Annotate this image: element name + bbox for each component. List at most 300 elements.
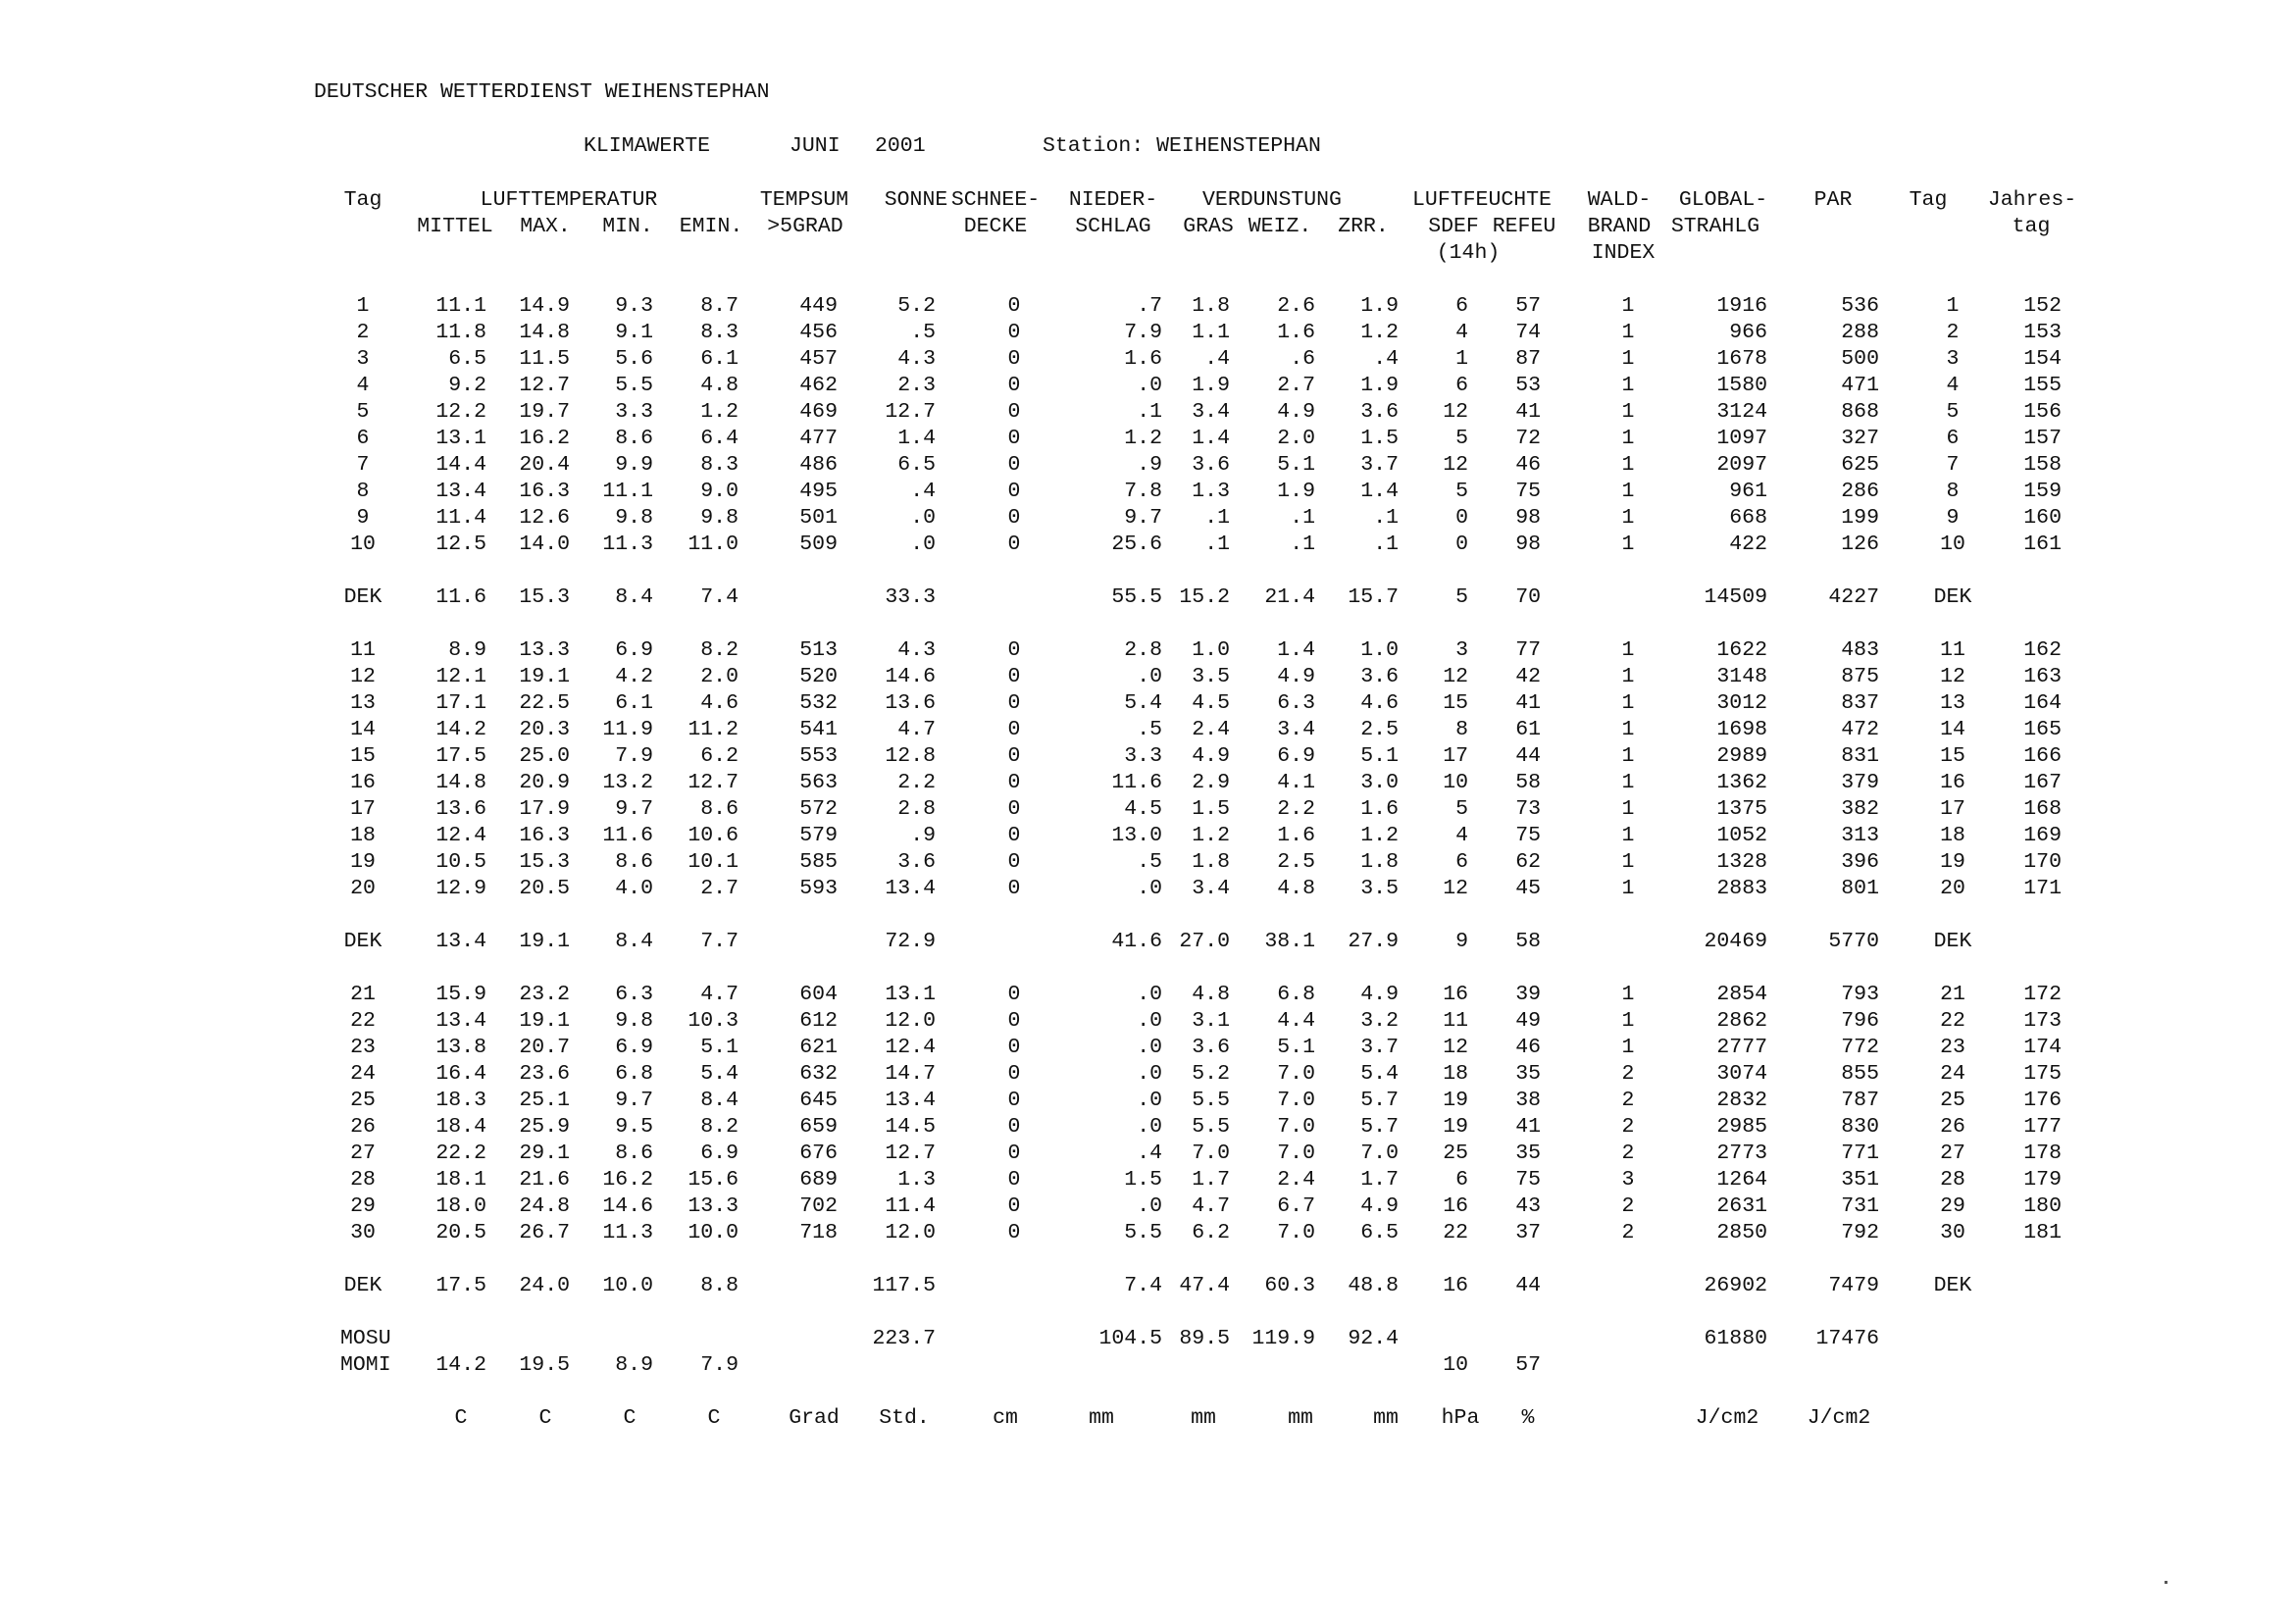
table-cell: 1.7 [1360, 1168, 1399, 1192]
table-cell: 2.4 [1277, 1168, 1315, 1192]
table-cell: 8.4 [615, 930, 653, 953]
table-cell: 119.9 [1251, 1327, 1315, 1350]
table-cell: 11.4 [885, 1194, 936, 1218]
table-cell: 15 [1940, 744, 1965, 768]
table-cell: 632 [799, 1062, 838, 1086]
table-cell: 2 [356, 321, 370, 344]
table-cell: MOMI [340, 1353, 391, 1377]
header-cell: Tag [1909, 188, 1948, 212]
table-cell: 19.1 [519, 930, 570, 953]
table-cell: 14.8 [435, 771, 486, 794]
table-cell: 7.8 [1124, 480, 1162, 503]
unit-label: C [623, 1406, 637, 1430]
table-cell: 14.7 [885, 1062, 936, 1086]
table-cell: 1.5 [1192, 797, 1230, 821]
table-cell: 176 [2023, 1089, 2062, 1112]
table-cell: 11.1 [435, 294, 486, 318]
table-cell: 20.5 [519, 877, 570, 900]
subheader-cell: INDEX [1591, 241, 1656, 265]
table-cell: 1 [1621, 824, 1635, 847]
table-cell: 5.1 [700, 1036, 739, 1059]
table-cell: 2.2 [897, 771, 936, 794]
table-cell: 793 [1841, 983, 1879, 1006]
table-cell: 159 [2023, 480, 2062, 503]
table-cell: 46 [1515, 453, 1541, 477]
table-cell: 12 [1940, 665, 1965, 688]
table-cell: 0 [1007, 1194, 1021, 1218]
table-cell: 718 [799, 1221, 838, 1244]
table-cell: 181 [2023, 1221, 2062, 1244]
table-cell: 12.1 [435, 665, 486, 688]
table-cell: .0 [1137, 665, 1162, 688]
table-cell: 9 [1455, 930, 1468, 953]
table-cell: 1.8 [1192, 850, 1230, 874]
table-cell: 17.1 [435, 691, 486, 715]
table-cell: 49 [1515, 1009, 1541, 1033]
table-cell: 3.5 [1360, 877, 1399, 900]
unit-label: hPa [1441, 1406, 1480, 1430]
table-cell: 11.3 [602, 1221, 653, 1244]
table-cell: 379 [1841, 771, 1879, 794]
table-cell: 223.7 [872, 1327, 936, 1350]
table-cell: 7.0 [1360, 1142, 1399, 1165]
table-cell: 25 [1443, 1142, 1468, 1165]
table-cell: .0 [910, 533, 936, 556]
table-cell: 58 [1515, 930, 1541, 953]
table-cell: 2 [1946, 321, 1960, 344]
table-cell: DEK [343, 930, 382, 953]
table-cell: 10.0 [688, 1221, 739, 1244]
table-cell: 6.1 [615, 691, 653, 715]
table-cell: 2883 [1716, 877, 1767, 900]
table-cell: 13 [350, 691, 376, 715]
table-cell: 6.9 [615, 1036, 653, 1059]
table-cell: .1 [1204, 533, 1230, 556]
table-cell: 5.5 [1124, 1221, 1162, 1244]
table-cell: 3.6 [1192, 453, 1230, 477]
table-cell: 172 [2023, 983, 2062, 1006]
table-cell: 25.6 [1111, 533, 1162, 556]
table-cell: 8.6 [615, 1142, 653, 1165]
unit-label: C [538, 1406, 552, 1430]
table-cell: 13.1 [885, 983, 936, 1006]
table-cell: 1 [1621, 691, 1635, 715]
table-cell: 0 [1007, 506, 1021, 530]
table-cell: 10.6 [688, 824, 739, 847]
table-cell: 1375 [1716, 797, 1767, 821]
table-cell: 1 [1621, 718, 1635, 741]
table-cell: 1 [1621, 453, 1635, 477]
table-cell: 18.1 [435, 1168, 486, 1192]
table-cell: 4.9 [1360, 983, 1399, 1006]
table-cell: 1 [1946, 294, 1960, 318]
table-cell: 177 [2023, 1115, 2062, 1139]
table-cell: 5.7 [1360, 1115, 1399, 1139]
table-cell: 288 [1841, 321, 1879, 344]
unit-label: mm [1191, 1406, 1216, 1430]
table-cell: 117.5 [872, 1274, 936, 1297]
report-year: 2001 [875, 134, 926, 158]
table-cell: 16.3 [519, 480, 570, 503]
table-cell: 13.6 [435, 797, 486, 821]
table-cell: 14 [350, 718, 376, 741]
unit-label: % [1521, 1406, 1535, 1430]
table-cell: 11.4 [435, 506, 486, 530]
table-cell: 12 [1443, 877, 1468, 900]
table-cell: .1 [1137, 400, 1162, 424]
table-cell: 11.0 [688, 533, 739, 556]
table-cell: 1 [1621, 506, 1635, 530]
table-cell: 3074 [1716, 1062, 1767, 1086]
table-cell: 6.4 [700, 427, 739, 450]
table-cell: 12 [1443, 453, 1468, 477]
table-cell: 3.7 [1360, 1036, 1399, 1059]
table-cell: 44 [1515, 1274, 1541, 1297]
table-cell: 1.2 [700, 400, 739, 424]
table-cell: 501 [799, 506, 838, 530]
unit-label: C [454, 1406, 468, 1430]
table-cell: 2631 [1716, 1194, 1767, 1218]
table-cell: 9.9 [615, 453, 653, 477]
table-cell: 23 [1940, 1036, 1965, 1059]
table-cell: 3 [1455, 638, 1468, 662]
table-cell: 4 [1455, 321, 1468, 344]
table-cell: 961 [1729, 480, 1767, 503]
table-cell: 13.4 [885, 1089, 936, 1112]
table-cell: 13.4 [435, 480, 486, 503]
table-cell: 313 [1841, 824, 1879, 847]
table-cell: 75 [1515, 480, 1541, 503]
table-cell: 7.9 [615, 744, 653, 768]
table-cell: 72 [1515, 427, 1541, 450]
table-cell: .9 [1137, 453, 1162, 477]
table-cell: 8.2 [700, 638, 739, 662]
table-cell: 165 [2023, 718, 2062, 741]
station-name: Station: WEIHENSTEPHAN [1043, 134, 1321, 158]
table-cell: 13.4 [435, 1009, 486, 1033]
table-cell: 8.6 [615, 427, 653, 450]
table-cell: 7.9 [700, 1353, 739, 1377]
table-cell: 161 [2023, 533, 2062, 556]
table-cell: .4 [1204, 347, 1230, 371]
table-cell: 509 [799, 533, 838, 556]
table-cell: 13.4 [435, 930, 486, 953]
table-cell: 17 [1443, 744, 1468, 768]
table-cell: 1.7 [1192, 1168, 1230, 1192]
table-cell: 456 [799, 321, 838, 344]
table-cell: 10 [1443, 771, 1468, 794]
table-cell: 536 [1841, 294, 1879, 318]
table-cell: 731 [1841, 1194, 1879, 1218]
table-cell: 0 [1007, 983, 1021, 1006]
unit-label: cm [993, 1406, 1018, 1430]
table-cell: 3148 [1716, 665, 1767, 688]
table-cell: 9.2 [448, 374, 486, 397]
table-cell: 422 [1729, 533, 1767, 556]
table-cell: 0 [1007, 1221, 1021, 1244]
table-cell: 5.1 [1360, 744, 1399, 768]
table-cell: 15 [1443, 691, 1468, 715]
table-cell: 16 [1443, 1194, 1468, 1218]
table-cell: 16.3 [519, 824, 570, 847]
table-cell: 16 [1443, 1274, 1468, 1297]
table-cell: 787 [1841, 1089, 1879, 1112]
table-cell: 7479 [1828, 1274, 1879, 1297]
table-cell: 6.1 [700, 347, 739, 371]
table-cell: 676 [799, 1142, 838, 1165]
table-cell: 462 [799, 374, 838, 397]
table-cell: 21 [350, 983, 376, 1006]
table-cell: 23.2 [519, 983, 570, 1006]
table-cell: 3012 [1716, 691, 1767, 715]
table-cell: 4.8 [700, 374, 739, 397]
header-cell: SONNE [884, 188, 948, 212]
table-cell: 12.7 [885, 1142, 936, 1165]
table-cell: 1.9 [1192, 374, 1230, 397]
subheader-cell: >5GRAD [767, 215, 843, 238]
table-cell: 25.1 [519, 1089, 570, 1112]
unit-label: J/cm2 [1695, 1406, 1759, 1430]
table-cell: 12.0 [885, 1221, 936, 1244]
subheader-cell: tag [2012, 215, 2051, 238]
table-cell: 57 [1515, 294, 1541, 318]
table-cell: 2.4 [1192, 718, 1230, 741]
table-cell: .1 [1373, 506, 1399, 530]
subheader-cell: ZRR. [1338, 215, 1389, 238]
table-cell: 4.5 [1192, 691, 1230, 715]
table-cell: 16 [350, 771, 376, 794]
table-cell: 13.8 [435, 1036, 486, 1059]
table-cell: 520 [799, 665, 838, 688]
table-cell: .0 [1137, 374, 1162, 397]
org-name: DEUTSCHER WETTERDIENST WEIHENSTEPHAN [314, 80, 770, 104]
table-cell: 8 [1946, 480, 1960, 503]
table-cell: 513 [799, 638, 838, 662]
table-cell: 8.4 [700, 1089, 739, 1112]
table-cell: 155 [2023, 374, 2062, 397]
table-cell: 20.7 [519, 1036, 570, 1059]
table-cell: 2 [1621, 1194, 1635, 1218]
table-cell: 621 [799, 1036, 838, 1059]
table-cell: 42 [1515, 665, 1541, 688]
table-cell: 16.2 [519, 427, 570, 450]
table-cell: 6 [356, 427, 370, 450]
table-cell: 2.0 [1277, 427, 1315, 450]
table-cell: 5 [1455, 797, 1468, 821]
table-cell: 668 [1729, 506, 1767, 530]
table-cell: 1580 [1716, 374, 1767, 397]
table-cell: 1.6 [1277, 321, 1315, 344]
table-cell: 1916 [1716, 294, 1767, 318]
table-cell: 3 [1621, 1168, 1635, 1192]
table-cell: 9.5 [615, 1115, 653, 1139]
table-cell: 11 [350, 638, 376, 662]
table-cell: 26 [1940, 1115, 1965, 1139]
table-cell: 29.1 [519, 1142, 570, 1165]
table-cell: 30 [350, 1221, 376, 1244]
table-cell: 3.6 [1360, 665, 1399, 688]
header-cell: LUFTTEMPERATUR [480, 188, 658, 212]
table-cell: 1 [1621, 744, 1635, 768]
table-cell: 10 [1940, 533, 1965, 556]
table-cell: 6.8 [1277, 983, 1315, 1006]
header-cell: WALD- [1587, 188, 1652, 212]
table-cell: 0 [1007, 691, 1021, 715]
report-title: KLIMAWERTE [584, 134, 711, 158]
subheader-cell: DECKE [963, 215, 1028, 238]
table-cell: 199 [1841, 506, 1879, 530]
table-cell: 8.6 [615, 850, 653, 874]
table-cell: 771 [1841, 1142, 1879, 1165]
header-cell: NIEDER- [1068, 188, 1158, 212]
table-cell: 8.9 [615, 1353, 653, 1377]
table-cell: 3.6 [1192, 1036, 1230, 1059]
table-cell: 35 [1515, 1062, 1541, 1086]
table-cell: 1264 [1716, 1168, 1767, 1192]
table-cell: 1 [356, 294, 370, 318]
table-cell: 8.3 [700, 321, 739, 344]
table-cell: 41.6 [1111, 930, 1162, 953]
table-cell: 1.0 [1192, 638, 1230, 662]
table-cell: 4.1 [1277, 771, 1315, 794]
table-cell: 87 [1515, 347, 1541, 371]
table-cell: 126 [1841, 533, 1879, 556]
table-cell: 1.9 [1360, 374, 1399, 397]
table-cell: 5.1 [1277, 1036, 1315, 1059]
table-cell: 37 [1515, 1221, 1541, 1244]
table-cell: 2854 [1716, 983, 1767, 1006]
table-cell: 0 [1007, 1168, 1021, 1192]
table-cell: 12.8 [885, 744, 936, 768]
table-cell: 21.4 [1264, 585, 1315, 609]
table-cell: 178 [2023, 1142, 2062, 1165]
table-cell: 0 [1007, 374, 1021, 397]
table-cell: 500 [1841, 347, 1879, 371]
table-cell: 7.0 [1277, 1062, 1315, 1086]
table-cell: 13.1 [435, 427, 486, 450]
table-cell: 3 [1946, 347, 1960, 371]
subheader-cell: BRAND [1587, 215, 1652, 238]
table-cell: 3.4 [1277, 718, 1315, 741]
table-cell: 19.7 [519, 400, 570, 424]
table-cell: 830 [1841, 1115, 1879, 1139]
table-cell: 166 [2023, 744, 2062, 768]
subheader-cell: MAX. [520, 215, 571, 238]
table-cell: 75 [1515, 824, 1541, 847]
table-cell: 3.3 [615, 400, 653, 424]
table-cell: 11.8 [435, 321, 486, 344]
table-cell: 27.0 [1179, 930, 1230, 953]
table-cell: 27 [1940, 1142, 1965, 1165]
table-cell: 9.8 [700, 506, 739, 530]
table-cell: 7.0 [1277, 1115, 1315, 1139]
table-cell: .1 [1290, 533, 1315, 556]
table-cell: 472 [1841, 718, 1879, 741]
table-cell: 19 [1443, 1115, 1468, 1139]
subheader-cell: MIN. [602, 215, 653, 238]
table-cell: 11.6 [1111, 771, 1162, 794]
table-cell: .0 [910, 506, 936, 530]
table-cell: 1 [1621, 983, 1635, 1006]
table-cell: 0 [1007, 480, 1021, 503]
table-cell: 6.9 [1277, 744, 1315, 768]
table-cell: 0 [1007, 1036, 1021, 1059]
table-cell: DEK [1933, 930, 1972, 953]
table-cell: 48.8 [1348, 1274, 1399, 1297]
table-cell: 22.2 [435, 1142, 486, 1165]
table-cell: 9.8 [615, 506, 653, 530]
table-cell: 0 [1007, 1142, 1021, 1165]
table-cell: .1 [1373, 533, 1399, 556]
table-cell: 1.2 [1124, 427, 1162, 450]
table-cell: 158 [2023, 453, 2062, 477]
table-cell: 0 [1007, 347, 1021, 371]
table-cell: 11 [1443, 1009, 1468, 1033]
table-cell: 0 [1007, 665, 1021, 688]
table-cell: 12.5 [435, 533, 486, 556]
table-cell: 6 [1455, 850, 1468, 874]
table-cell: 7.4 [1124, 1274, 1162, 1297]
table-cell: 8.4 [615, 585, 653, 609]
table-cell: 1 [1621, 1009, 1635, 1033]
table-cell: 20.9 [519, 771, 570, 794]
table-cell: 14.0 [519, 533, 570, 556]
table-cell: 30 [1940, 1221, 1965, 1244]
table-cell: 5.5 [1192, 1115, 1230, 1139]
table-cell: 173 [2023, 1009, 2062, 1033]
subheader-cell: (14h) [1436, 241, 1501, 265]
subheader-cell: MITTEL [417, 215, 493, 238]
table-cell: 5.2 [1192, 1062, 1230, 1086]
table-cell: 171 [2023, 877, 2062, 900]
table-cell: 2097 [1716, 453, 1767, 477]
table-cell: 2 [1621, 1089, 1635, 1112]
table-cell: 3.4 [1192, 400, 1230, 424]
table-cell: 25.9 [519, 1115, 570, 1139]
table-cell: 541 [799, 718, 838, 741]
table-cell: 58 [1515, 771, 1541, 794]
table-cell: 24.8 [519, 1194, 570, 1218]
table-cell: 1.3 [1192, 480, 1230, 503]
table-cell: 1.2 [1360, 824, 1399, 847]
table-cell: 563 [799, 771, 838, 794]
table-cell: .9 [910, 824, 936, 847]
table-cell: 4 [1946, 374, 1960, 397]
table-cell: 772 [1841, 1036, 1879, 1059]
table-cell: 14.5 [885, 1115, 936, 1139]
table-cell: 17.9 [519, 797, 570, 821]
table-cell: 14 [1940, 718, 1965, 741]
header-cell: PAR [1813, 188, 1853, 212]
table-cell: 14.8 [519, 321, 570, 344]
table-cell: 4.7 [700, 983, 739, 1006]
table-cell: .0 [1137, 1115, 1162, 1139]
table-cell: 12.2 [435, 400, 486, 424]
unit-label: C [707, 1406, 721, 1430]
table-cell: 170 [2023, 850, 2062, 874]
table-cell: 1.3 [897, 1168, 936, 1192]
table-cell: 4.5 [1124, 797, 1162, 821]
table-cell: 0 [1007, 797, 1021, 821]
subheader-cell: SCHLAG [1075, 215, 1151, 238]
table-cell: 9.7 [615, 797, 653, 821]
table-cell: 5 [1455, 585, 1468, 609]
header-cell: SCHNEE- [950, 188, 1041, 212]
table-cell: 2832 [1716, 1089, 1767, 1112]
table-cell: 1698 [1716, 718, 1767, 741]
table-cell: 837 [1841, 691, 1879, 715]
table-cell: 98 [1515, 533, 1541, 556]
